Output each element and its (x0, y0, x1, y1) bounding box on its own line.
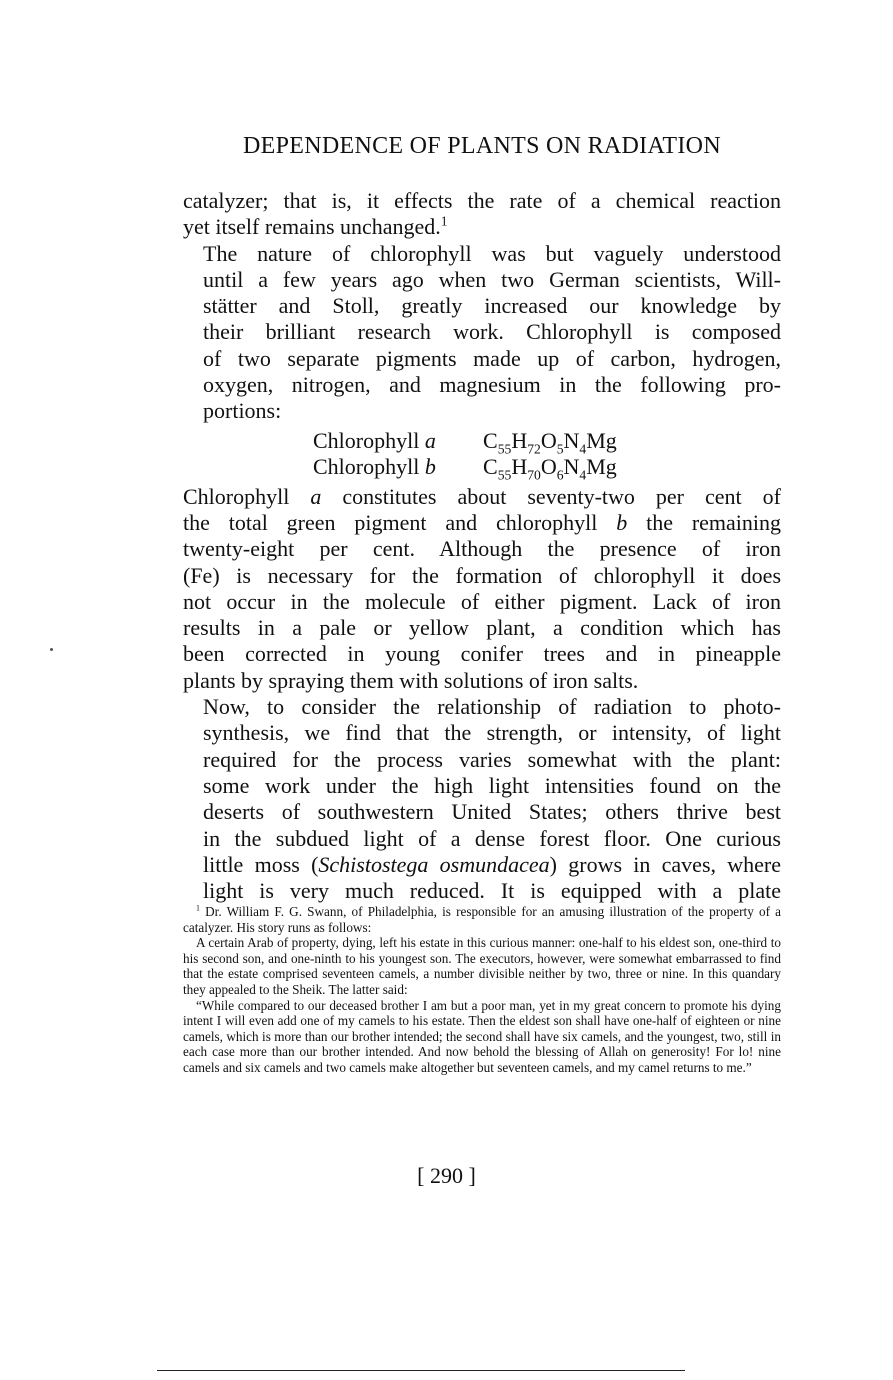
footnote-quote (183, 998, 781, 1076)
element-symbol: C (483, 453, 498, 479)
element-symbol: N (563, 453, 580, 479)
text-line: Now, to consider the relationship of radiation to photo- (203, 694, 781, 720)
text-line: plants by spraying them with solutions of iron salts. (183, 667, 639, 693)
atom-count: 4 (579, 441, 587, 457)
bottom-rule (157, 1370, 685, 1371)
paragraph-chlorophyll-composition (183, 484, 781, 694)
page-number: [ 290 ] (417, 1163, 476, 1188)
footnote-story (183, 935, 781, 997)
margin-speck (50, 648, 53, 651)
footnote-text: A certain Arab of property, dying, left his estate in this curious manner: one-half to his eldest son, one-third to his second son, and one-ninth to his youngest son. The executors, however, were somewhat embarrassed to find that the estate comprised seventeen camels, a number divisible neither by two, three or nine. In this quandary they appealed to the Sheik. The latter said: (183, 935, 781, 997)
text-line: stätter and Stoll, greatly increased our knowledge by (203, 293, 781, 319)
element-symbol: Mg (586, 453, 617, 479)
paragraph-chlorophyll-nature (183, 241, 781, 425)
formula-row-a (183, 427, 781, 457)
atom-count: 70 (527, 467, 541, 483)
text-line: twenty-eight per cent. Although the presence of iron (183, 536, 781, 562)
element-symbol: C (483, 427, 498, 453)
text-line (183, 214, 781, 240)
element-symbol: O (540, 453, 557, 479)
atom-count: 6 (556, 467, 564, 483)
text-line: until a few years ago when two German scientists, Will- (203, 266, 781, 292)
formula-label (313, 454, 483, 480)
text-run: the remaining (646, 509, 782, 535)
text-line: required for the process varies somewhat with the plant: (203, 746, 781, 772)
text-run: ) grows in caves, where (549, 851, 782, 877)
element-symbol: H (511, 427, 528, 453)
element-symbol: H (511, 453, 528, 479)
formula-row-b (183, 453, 781, 483)
chemical-formula (483, 427, 617, 457)
main-text (183, 188, 781, 904)
text-line (183, 484, 781, 510)
running-head: DEPENDENCE OF PLANTS ON RADIATION (243, 133, 721, 159)
text-line: synthesis, we find that the strength, or intensity, of light (203, 720, 781, 746)
text-run: the total green pigment and chlorophyll (183, 509, 598, 535)
text-line: (Fe) is necessary for the formation of chlorophyll it does (183, 562, 781, 588)
formula-label-name: Chlorophyll (313, 453, 420, 479)
paragraph-continued (183, 188, 781, 241)
text-line: been corrected in young conifer trees and in pineapple (183, 641, 781, 667)
text-line: of two separate pigments made up of carbon, hydrogen, (203, 345, 781, 371)
paragraph-radiation (183, 694, 781, 904)
italic-variable: a (310, 483, 322, 509)
text-line: oxygen, nitrogen, and magnesium in the following pro- (203, 372, 781, 398)
footnote-marker: 1 (196, 903, 200, 913)
atom-count: 4 (579, 467, 587, 483)
text-line (183, 852, 781, 878)
element-symbol: O (540, 427, 557, 453)
text-line: catalyzer; that is, it effects the rate of a chemical reaction (183, 188, 781, 213)
formula-label-variant: a (424, 427, 436, 453)
text-line: portions: (203, 398, 282, 424)
text-line-content: yet itself remains unchanged. (183, 214, 441, 240)
footnote-intro (183, 904, 781, 935)
species-name: Schistostega osmundacea (318, 851, 550, 877)
text-line: not occur in the molecule of either pigment. Lack of iron (183, 588, 781, 614)
formula-table (183, 427, 781, 483)
footnote-text: “While compared to our deceased brother I am but a poor man, yet in my great concern to promote his dying intent I will even add one of my camels to his estate. Then the eldest son shall have one-half of eighteen or nine camels, which is more than our brother intended; the second shall have six camels, and the youngest, two, still in each case more than our brother intended. And now behold the blessing of Allah on generosity! For lo! nine camels and six camels and two camels make altogether but seventeen camels, and my camel returns to me.” (183, 997, 781, 1075)
formula-label (313, 428, 483, 454)
atom-count: 55 (497, 467, 512, 483)
footnote-text: Dr. William F. G. Swann, of Philadelphia, is responsible for an amusing illustration of the property of a catalyzer. His story runs as follows: (183, 904, 782, 935)
atom-count: 55 (497, 441, 512, 457)
italic-variable: b (616, 509, 628, 535)
text-line: deserts of southwestern United States; others thrive best (203, 799, 781, 825)
formula-label-variant: b (424, 453, 436, 479)
text-line: light is very much reduced. It is equipped with a plate (203, 878, 781, 904)
text-line: results in a pale or yellow plant, a condition which has (183, 615, 781, 641)
formula-label-name: Chlorophyll (313, 427, 420, 453)
element-symbol: Mg (586, 427, 617, 453)
text-line: their brilliant research work. Chlorophyll is composed (203, 319, 781, 345)
chemical-formula (483, 453, 617, 483)
text-line: in the subdued light of a dense forest floor. One curious (203, 825, 781, 851)
footnotes (183, 904, 781, 1076)
text-run: little moss ( (203, 851, 319, 877)
text-line: The nature of chlorophyll was but vaguely understood (203, 240, 781, 266)
footnote-reference: 1 (440, 213, 448, 229)
atom-count: 5 (556, 441, 564, 457)
text-line (183, 510, 781, 536)
element-symbol: N (563, 427, 580, 453)
text-line: some work under the high light intensities found on the (203, 772, 781, 798)
atom-count: 72 (527, 441, 541, 457)
text-run: Chlorophyll (183, 483, 290, 509)
text-run: constitutes about seventy-two per cent of (342, 483, 781, 509)
